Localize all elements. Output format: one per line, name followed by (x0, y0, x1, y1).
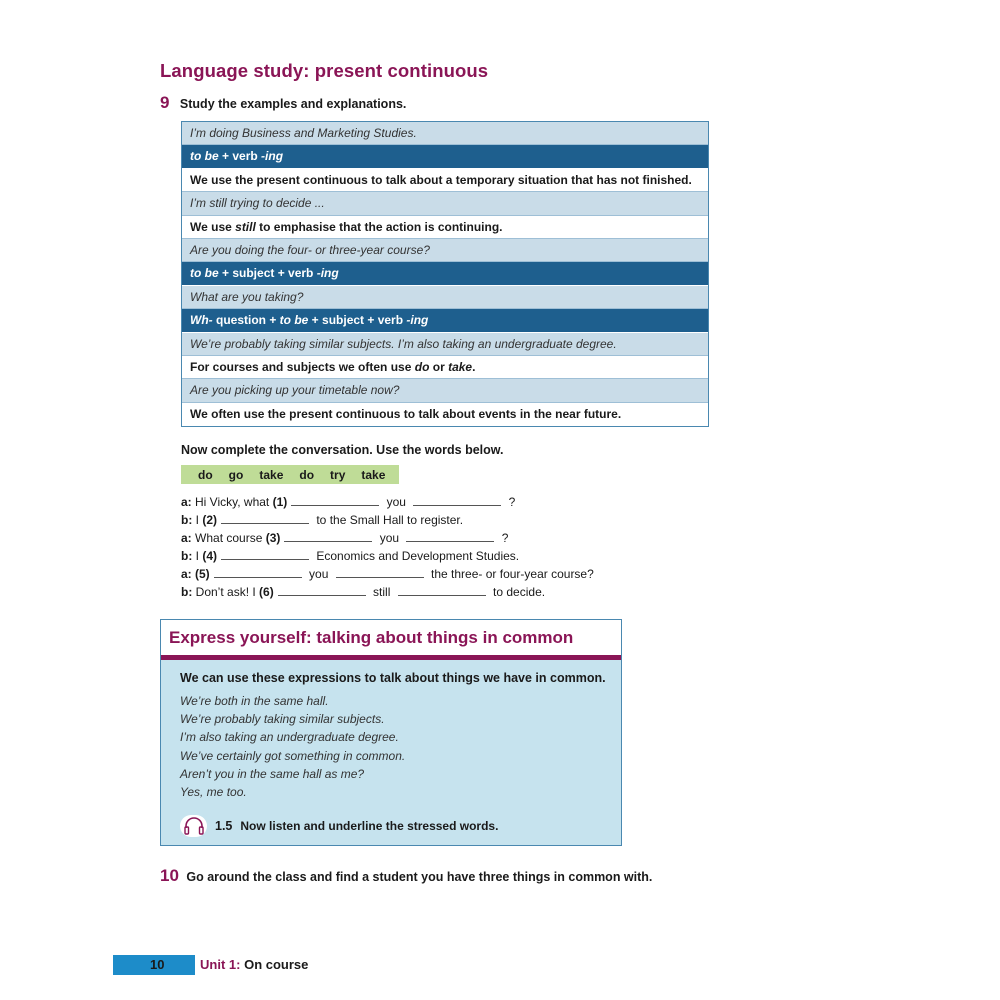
word-bank-item: do (198, 467, 213, 482)
grammar-row-part: to be (190, 266, 219, 281)
word-bank (181, 465, 399, 484)
gap-number: (4) (202, 549, 218, 563)
word-bank-item: take (361, 467, 386, 482)
line-text: Don’t ask! I (195, 585, 260, 599)
express-body (161, 660, 621, 845)
conversation-instruction: Now complete the conversation. Use the words below. (181, 443, 504, 457)
line-text: What course (195, 531, 266, 545)
grammar-row-example: We’re probably taking similar subjects. I’m also taking an undergraduate degree. (182, 333, 708, 356)
answer-blank[interactable] (413, 495, 501, 506)
express-title: Express yourself: talking about things in common (169, 628, 574, 647)
grammar-row-rule (182, 262, 708, 285)
line-text: ? (498, 531, 509, 545)
conversation-line (181, 529, 594, 547)
line-text: Economics and Development Studies. (313, 549, 520, 563)
speaker-label: a: (181, 531, 196, 545)
word-bank-item: do (299, 467, 315, 482)
speaker-label: b: (181, 549, 196, 563)
question-9 (160, 93, 406, 113)
footer-unit-label (200, 957, 308, 972)
answer-blank[interactable] (278, 585, 366, 596)
grammar-row-part: Wh- (190, 313, 213, 328)
grammar-row-example: Are you picking up your timetable now? (182, 379, 708, 402)
speaker-label: b: (181, 585, 196, 599)
answer-blank[interactable] (406, 531, 494, 542)
grammar-row-note: We use the present continuous to talk about a temporary situation that has not finished. (182, 169, 708, 192)
question-number: 9 (160, 93, 170, 112)
grammar-row-note: We often use the present continuous to talk about events in the near future. (182, 403, 708, 426)
grammar-row-example: What are you taking? (182, 286, 708, 309)
grammar-row-part: to emphasise that the action is continuing. (255, 219, 503, 234)
audio-instruction (180, 815, 498, 837)
line-text: still (369, 585, 394, 599)
grammar-row-part: or (429, 359, 449, 374)
line-text: you (376, 531, 403, 545)
grammar-row-part: We use (190, 219, 236, 234)
expression-line: Aren’t you in the same hall as me? (180, 766, 365, 781)
express-intro: We can use these expressions to talk about things we have in common. (180, 671, 606, 685)
grammar-row-part: do (414, 359, 430, 374)
line-text: ? (505, 495, 516, 509)
line-text: I (195, 549, 203, 563)
grammar-row-example: I’m doing Business and Marketing Studies. (182, 122, 708, 145)
grammar-row-part: + verb (218, 149, 262, 164)
grammar-row-part: + subject + verb (218, 266, 317, 281)
answer-blank[interactable] (336, 567, 424, 578)
grammar-row-example: I’m still trying to decide ... (182, 192, 708, 215)
grammar-row-note (182, 356, 708, 379)
grammar-row-part: -ing (406, 313, 429, 328)
grammar-table (181, 121, 709, 427)
answer-blank[interactable] (221, 549, 309, 560)
line-text: to decide. (489, 585, 546, 599)
expression-list (180, 692, 405, 801)
expression-line: We’re probably taking similar subjects. (180, 712, 385, 727)
grammar-row-part: + subject + verb (308, 313, 407, 328)
express-header (161, 620, 621, 655)
word-bank-item: go (228, 467, 244, 482)
grammar-row-part: take (448, 359, 473, 374)
line-text: you (305, 567, 332, 581)
question-10 (160, 866, 652, 886)
express-yourself-box (160, 619, 622, 846)
conversation-line (181, 583, 594, 601)
grammar-row-note (182, 216, 708, 239)
headphones-icon (180, 815, 207, 837)
grammar-row-rule (182, 145, 708, 168)
answer-blank[interactable] (291, 495, 379, 506)
speaker-label: a: (181, 495, 196, 509)
grammar-row-part: -ing (316, 266, 339, 281)
unit-title: On course (244, 957, 309, 972)
grammar-row-rule (182, 309, 708, 332)
section-heading: Language study: present continuous (160, 60, 489, 81)
expression-line: We’ve certainly got something in common. (180, 748, 406, 763)
word-bank-item: try (330, 467, 346, 482)
grammar-row-part: question + (212, 313, 280, 328)
grammar-row-part: -ing (261, 149, 284, 164)
conversation-line (181, 565, 594, 583)
line-text: to the Small Hall to register. (313, 513, 464, 527)
expression-line: Yes, me too. (180, 784, 247, 799)
answer-blank[interactable] (221, 513, 309, 524)
answer-blank[interactable] (398, 585, 486, 596)
line-text: you (383, 495, 410, 509)
word-bank-item: take (259, 467, 284, 482)
speaker-label: b: (181, 513, 196, 527)
answer-blank[interactable] (284, 531, 372, 542)
line-text: I (195, 513, 203, 527)
grammar-row-part: to be (190, 149, 219, 164)
unit-number: Unit 1: (200, 957, 241, 972)
audio-instruction-text: Now listen and underline the stressed words. (240, 819, 499, 833)
grammar-row-part: still (235, 219, 256, 234)
question-number: 10 (160, 866, 179, 885)
line-text: Hi Vicky, what (195, 495, 273, 509)
grammar-row-part: For courses and subjects we often use (190, 359, 415, 374)
gap-number: (3) (265, 531, 281, 545)
speaker-label: a: (181, 567, 196, 581)
grammar-row-example: Are you doing the four- or three-year course? (182, 239, 708, 262)
expression-line: I’m also taking an undergraduate degree. (180, 730, 399, 745)
gap-number: (5) (195, 567, 210, 581)
audio-track-number: 1.5 (215, 819, 233, 833)
grammar-row-part: . (472, 359, 476, 374)
gap-number: (1) (272, 495, 288, 509)
conversation-line (181, 547, 594, 565)
answer-blank[interactable] (214, 567, 302, 578)
conversation-exercise (181, 493, 594, 601)
conversation-line (181, 511, 594, 529)
line-text: the three- or four-year course? (427, 567, 594, 581)
grammar-row-part: to be (279, 313, 309, 328)
gap-number: (6) (259, 585, 274, 599)
gap-number: (2) (202, 513, 218, 527)
page-number: 10 (150, 957, 165, 972)
question-text: Go around the class and find a student you have three things in common with. (186, 870, 653, 884)
expression-line: We’re both in the same hall. (180, 694, 329, 708)
question-text: Study the examples and explanations. (179, 97, 407, 111)
conversation-line (181, 493, 594, 511)
